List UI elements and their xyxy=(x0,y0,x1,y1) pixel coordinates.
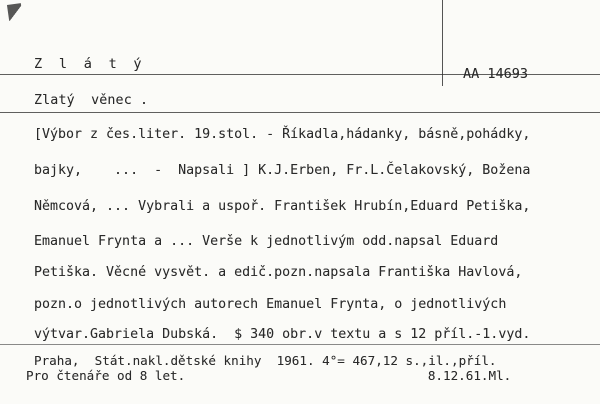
call-number: AA 14693 xyxy=(463,66,529,82)
imprint-line-1: Praha, Stát.nakl.dětské knihy 1961. 4°= 467,12 s.,il.,příl. xyxy=(34,353,497,368)
rule-under-title xyxy=(0,112,600,113)
corner-stamp-mark xyxy=(7,3,23,21)
body-line-3: Němcová, ... Vybrali a uspoř. František Hrubín,Eduard Petiška, xyxy=(34,199,531,214)
body-line-1: [Výbor z čes.liter. 19.stol. - Říkadla,hádanky, básně,pohádky, xyxy=(34,127,531,142)
body-line-5: Petiška. Věcné vysvět. a edič.pozn.napsala Františka Havlová, xyxy=(34,265,523,280)
body-line-2: bajky, ... - Napsali ] K.J.Erben, Fr.L.Čelakovský, Božena xyxy=(34,163,531,178)
call-number-divider xyxy=(442,0,443,86)
body-line-6: pozn.o jednotlivých autorech Emanuel Frynta, o jednotlivých xyxy=(34,297,507,312)
card-title: Zlatý věnec . xyxy=(34,93,149,108)
card-heading: Z l á t ý xyxy=(34,56,146,72)
rule-above-imprint xyxy=(0,344,600,345)
body-line-7: výtvar.Gabriela Dubská. $ 340 obr.v textu a s 12 příl.-1.vyd. xyxy=(34,327,531,342)
body-line-4: Emanuel Frynta a ... Verše k jednotlivým odd.napsal Eduard xyxy=(34,234,499,249)
imprint-line-2: Pro čtenáře od 8 let. 8.12.61.Ml. xyxy=(26,368,512,383)
